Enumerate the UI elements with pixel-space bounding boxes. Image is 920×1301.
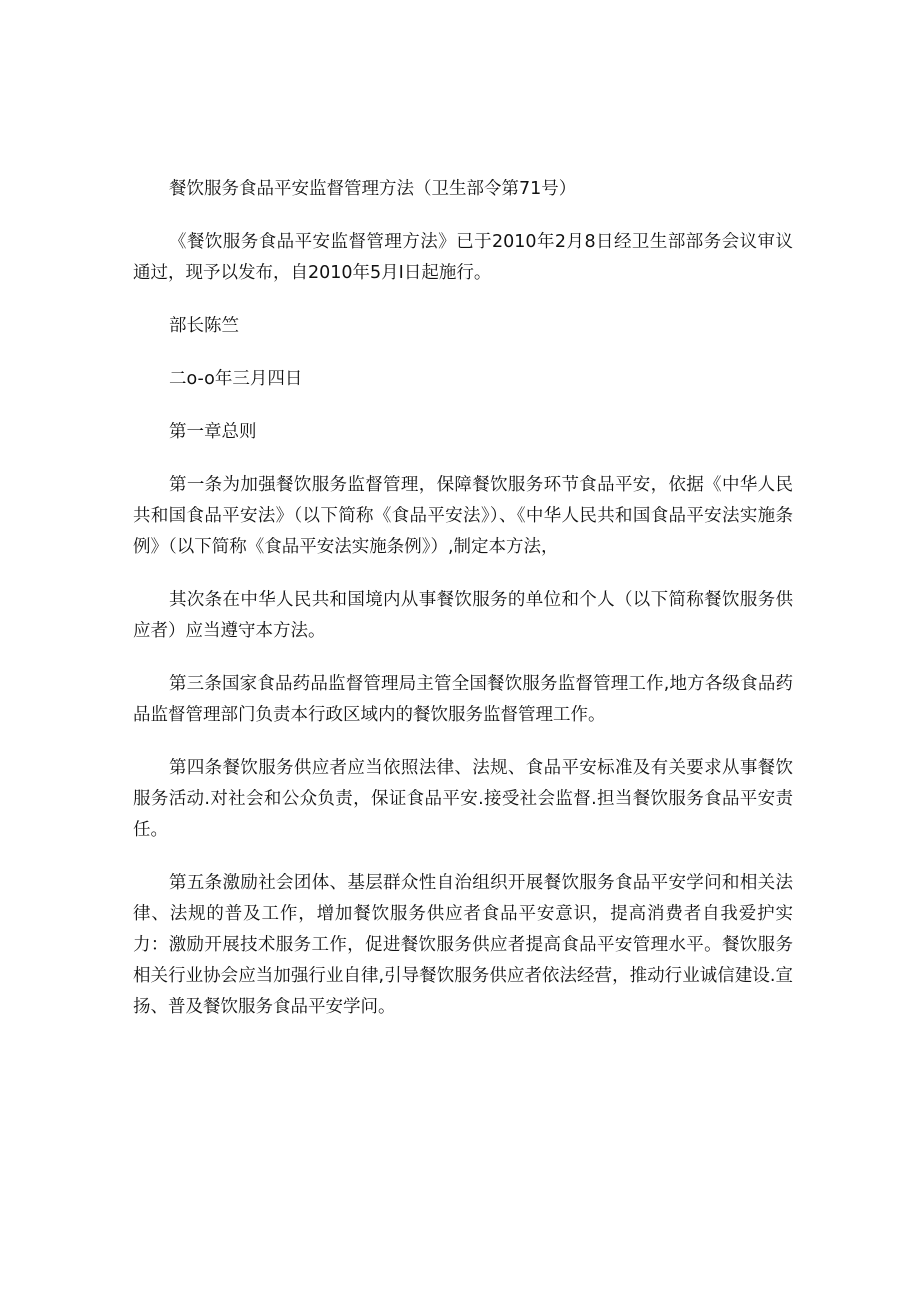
preamble-paragraph: 《餐饮服务食品平安监督管理方法》已于2010年2月8日经卫生部部务会议审议通过，现予以发布，自2010年5月I日起施行。 [133,232,793,283]
article-3: 第三条国家食品药品监督管理局主管全国餐饮服务监督管理工作,地方各级食品药品监督管理部门负责本行政区域内的餐饮服务监督管理工作。 [133,674,793,725]
signatory: 部长陈竺 [169,316,239,336]
article-5: 第五条激励社会团体、基层群众性自治组织开展餐饮服务食品平安学问和相关法律、法规的普及工作，增加餐饮服务供应者食品平安意识，提高消费者自我爱护实力：激励开展技术服务工作，促进餐饮服务供应者提高食品平安管理水平。餐饮服务相关行业协会应当加强行业自律,引导餐饮服务供应者依法经营，推动行业诚信建设.宣扬、普及餐饮服务食品平安学问。 [133,873,793,1017]
article-2: 其次条在中华人民共和国境内从事餐饮服务的单位和个人（以下简称餐饮服务供应者）应当遵守本方法。 [133,590,793,641]
issue-date: 二o-o年三月四日 [169,369,303,389]
document-body [133,174,793,1045]
document-title: 餐饮服务食品平安监督管理方法（卫生部令第71号） [169,179,577,199]
article-1: 第一条为加强餐饮服务监督管理，保障餐饮服务环节食品平安，依据《中华人民共和国食品平安法》（以下简称《食品平安法》）、《中华人民共和国食品平安法实施条例》（以下简称《食品平安法实施条例》）,制定本方法， [133,475,793,557]
chapter-heading: 第一章总则 [169,422,257,442]
article-4: 第四条餐饮服务供应者应当依照法律、法规、食品平安标准及有关要求从事餐饮服务活动.对社会和公众负责，保证食品平安.接受社会监督.担当餐饮服务食品平安责任。 [133,758,793,840]
